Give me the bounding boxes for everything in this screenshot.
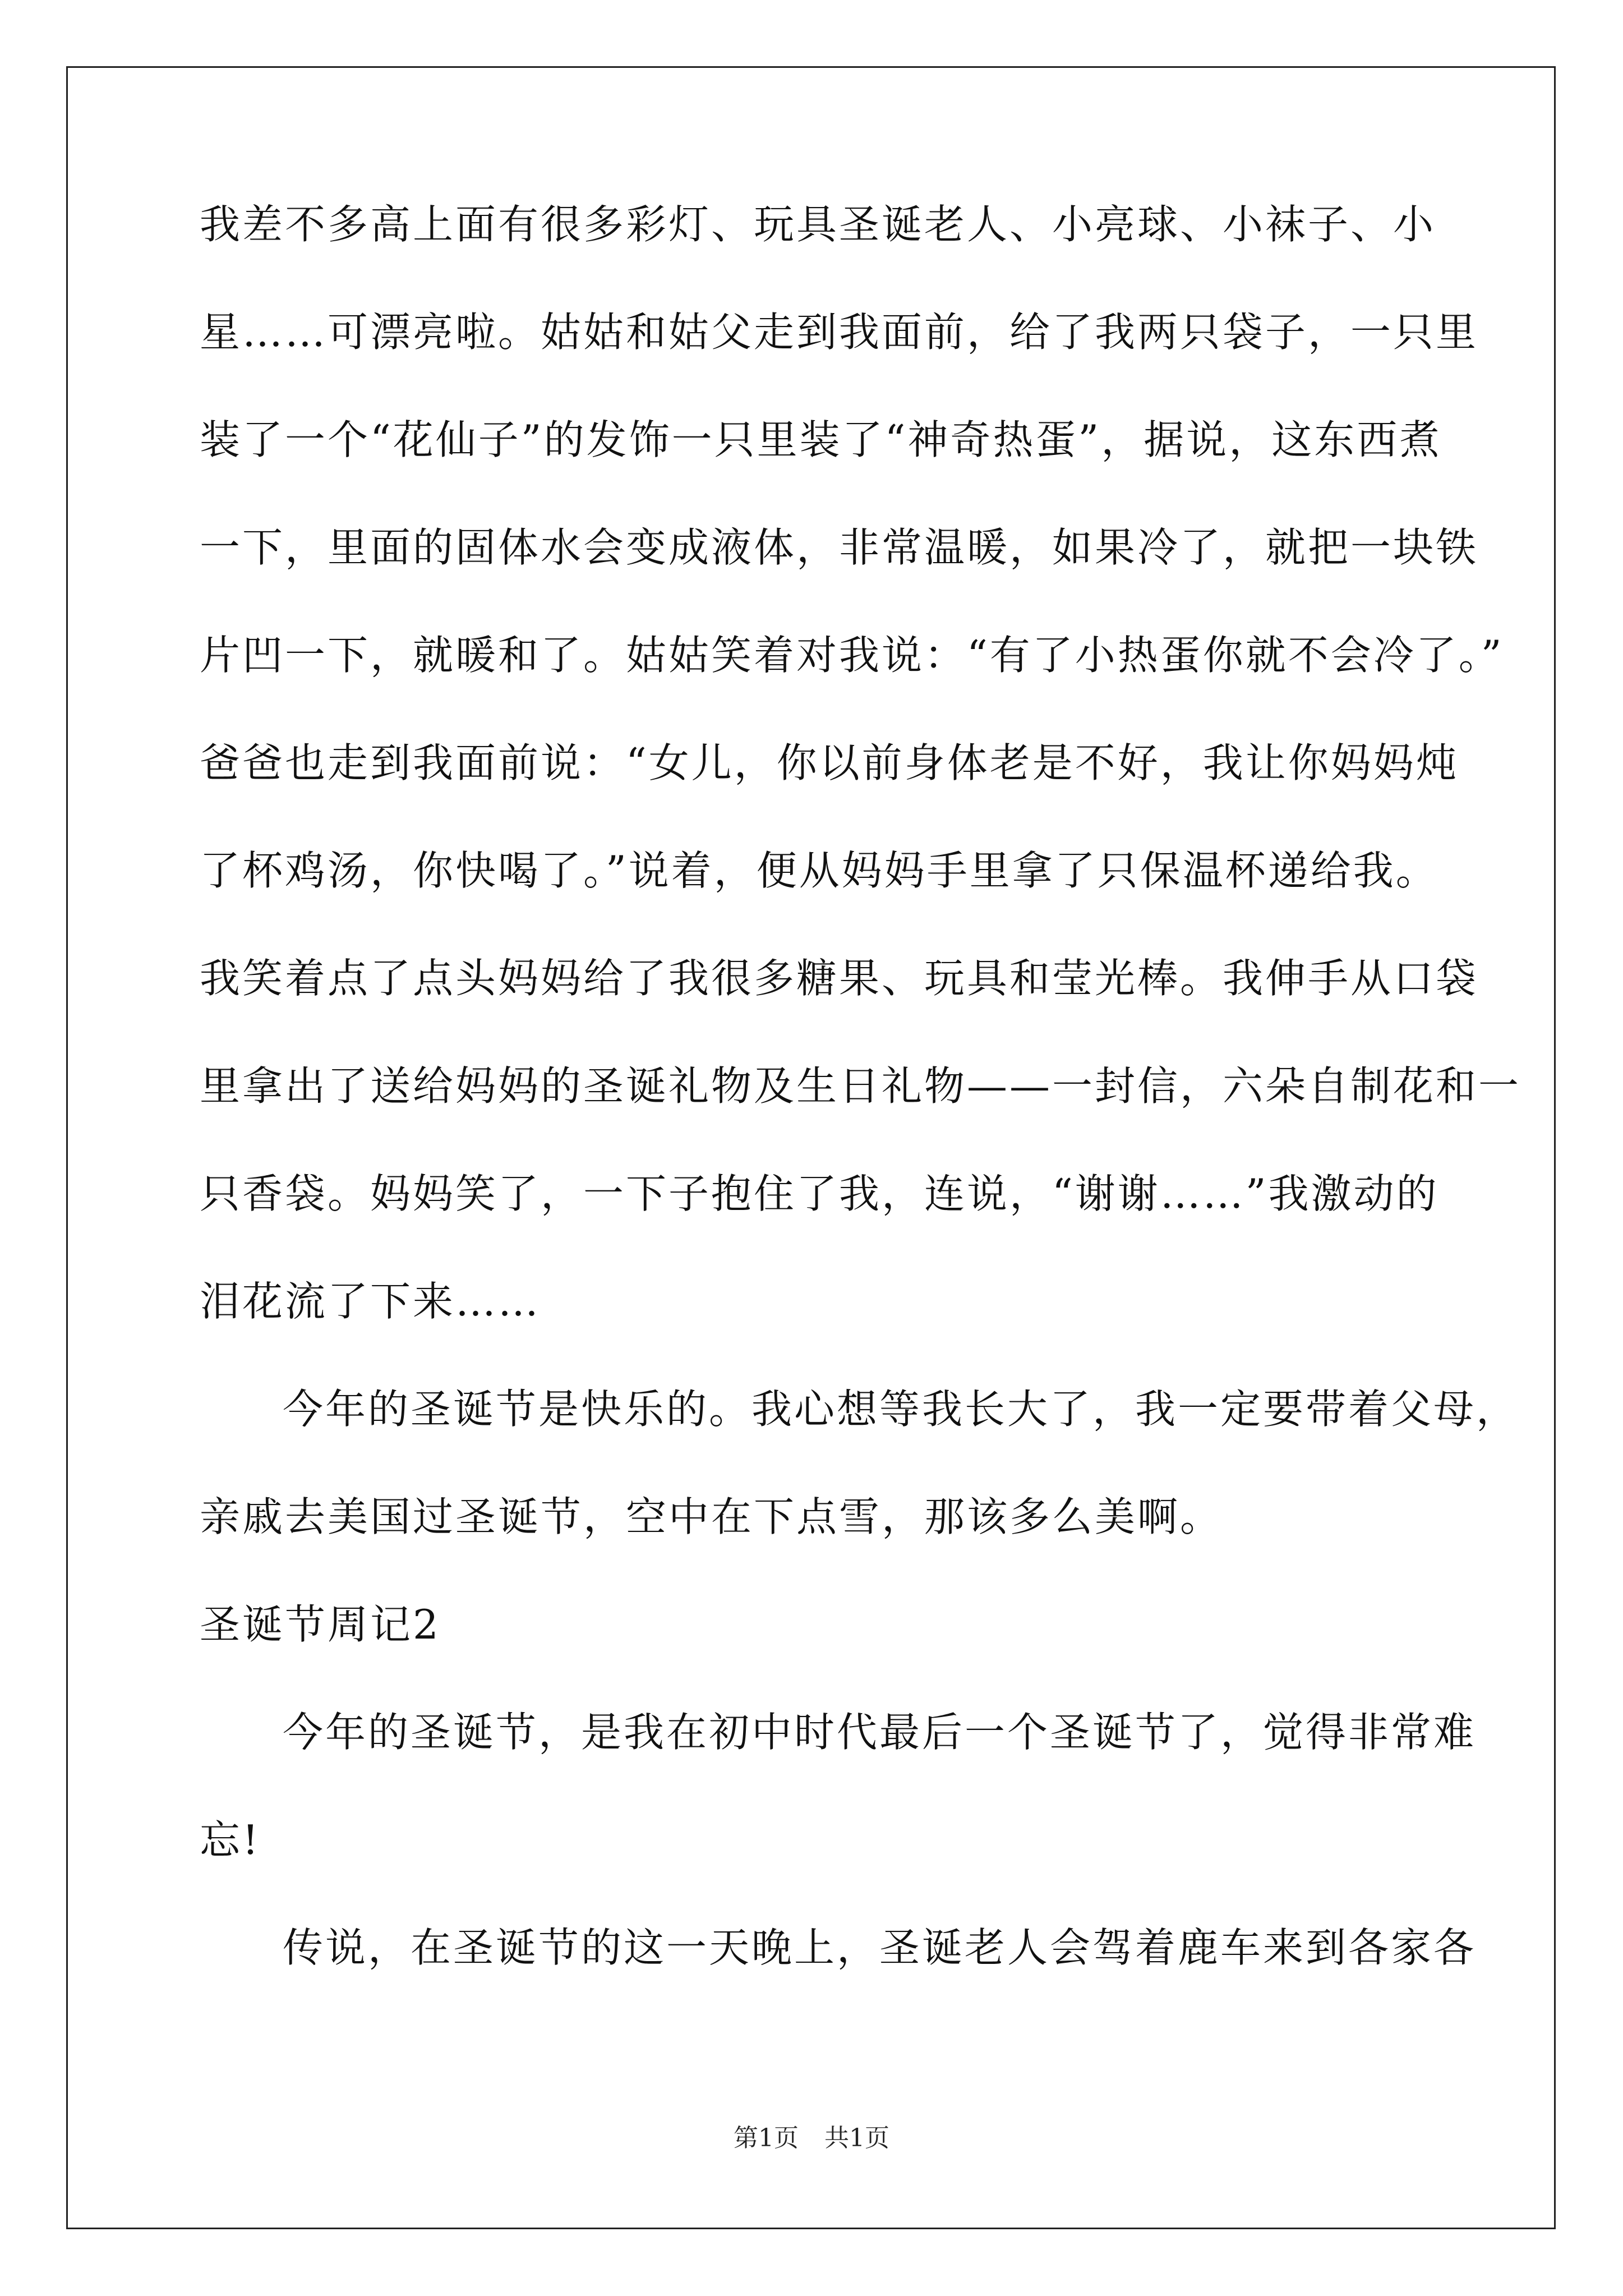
text-line: 爸爸也走到我面前说：“女儿，你以前身体老是不好，我让你妈妈炖 — [200, 739, 1459, 786]
text-line: 只香袋。妈妈笑了，一下子抱住了我，连说，“谢谢……”我激动的 — [200, 1170, 1439, 1217]
text-line: 忘! — [200, 1816, 261, 1864]
paragraph-start-line: 今年的圣诞节，是我在初中时代最后一个圣诞节了，觉得非常难 — [283, 1709, 1477, 1756]
page-footer — [0, 2122, 1623, 2155]
text-line: 了杯鸡汤，你快喝了。”说着，便从妈妈手里拿了只保温杯递给我。 — [200, 847, 1438, 894]
document-body — [200, 196, 1521, 2027]
page-number-current: 第1页 — [734, 2124, 799, 2152]
text-line: 一下，里面的固体水会变成液体，非常温暖，如果冷了，就把一块铁 — [200, 524, 1479, 571]
paragraph-start-line: 传说，在圣诞节的这一天晚上，圣诞老人会驾着鹿车来到各家各 — [283, 1924, 1477, 1971]
section-heading: 圣诞节周记2 — [200, 1601, 441, 1648]
text-line: 装了一个“花仙子”的发饰一只里装了“神奇热蛋”，据说，这东西煮 — [200, 416, 1442, 463]
text-line: 泪花流了下来…… — [200, 1278, 541, 1325]
text-line: 我笑着点了点头妈妈给了我很多糖果、玩具和莹光棒。我伸手从口袋 — [200, 955, 1479, 1002]
paragraph-start-line: 今年的圣诞节是快乐的。我心想等我长大了，我一定要带着父母， — [283, 1386, 1519, 1433]
text-line: 星……可漂亮啦。姑姑和姑父走到我面前，给了我两只袋子，一只里 — [200, 309, 1479, 356]
text-line: 里拿出了送给妈妈的圣诞礼物及生日礼物——一封信，六朵自制花和一 — [200, 1062, 1521, 1110]
page-number-total: 共1页 — [824, 2124, 889, 2152]
text-line: 片凹一下，就暖和了。姑姑笑着对我说：“有了小热蛋你就不会冷了。” — [200, 632, 1504, 679]
text-line: 我差不多高上面有很多彩灯、玩具圣诞老人、小亮球、小袜子、小 — [200, 201, 1436, 248]
text-line: 亲戚去美国过圣诞节，空中在下点雪，那该多么美啊。 — [200, 1493, 1223, 1540]
